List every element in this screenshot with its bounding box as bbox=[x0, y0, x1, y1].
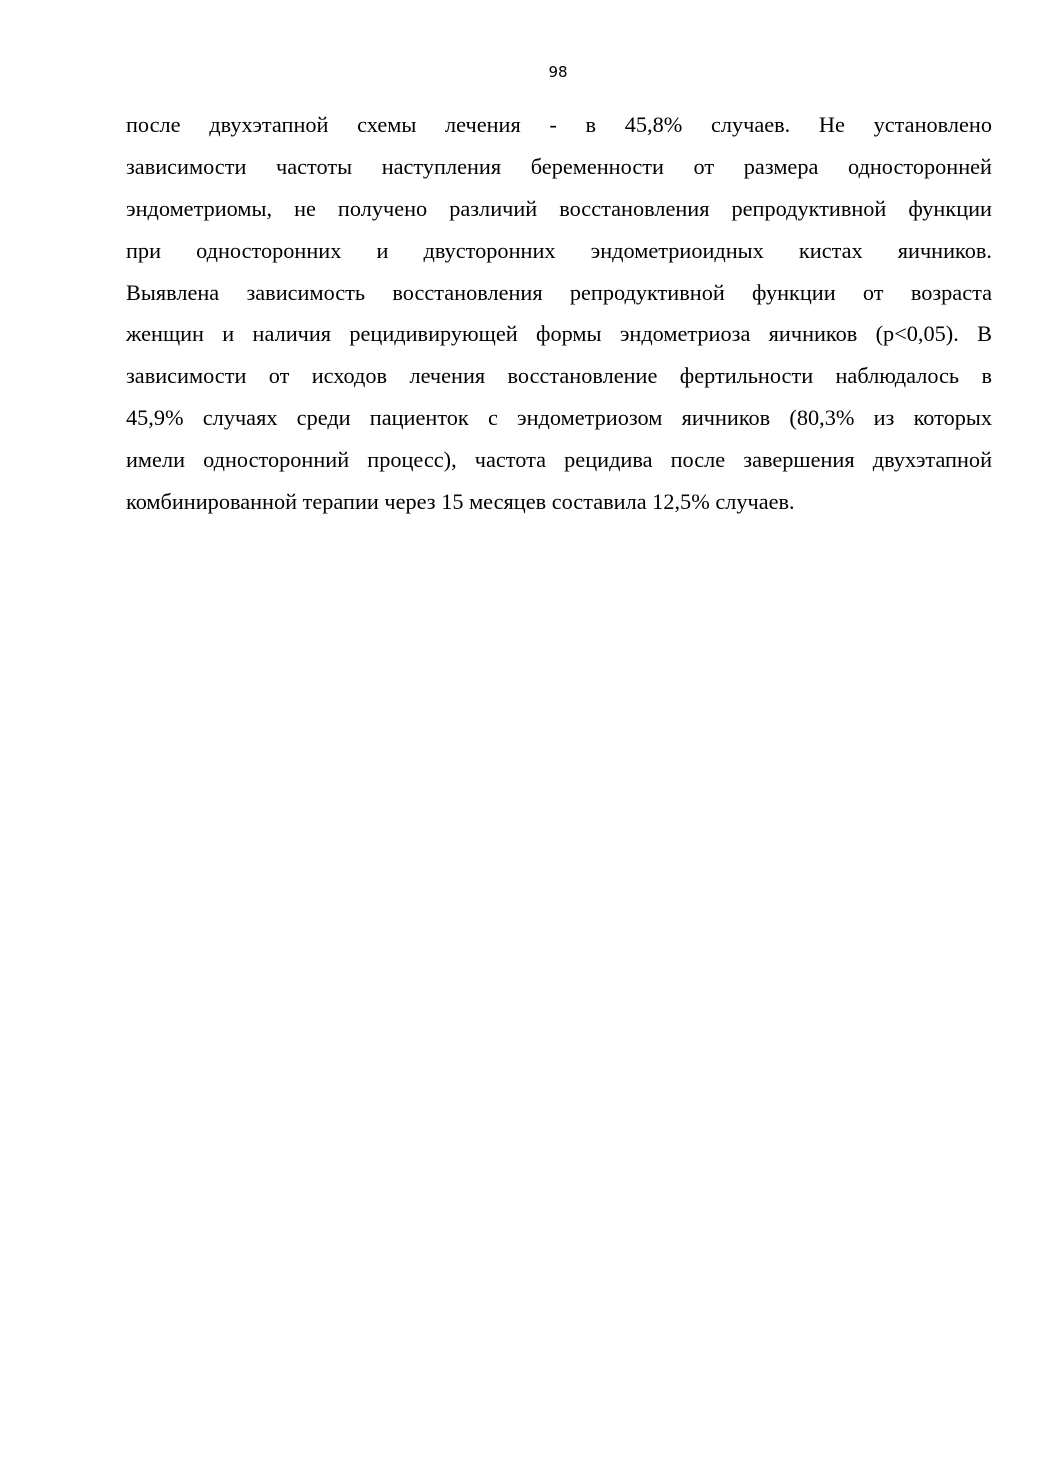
text-line: женщин и наличия рецидивирующей формы эндометриоза яичников (p<0,05). В bbox=[126, 321, 992, 347]
text-line: имели односторонний процесс), частота рецидива после завершения двухэтапной bbox=[126, 447, 992, 473]
text-line: 45,9% случаях среди пациенток с эндометриозом яичников (80,3% из которых bbox=[126, 405, 992, 431]
page-number: 98 bbox=[548, 63, 568, 81]
text-line: комбинированной терапии через 15 месяцев составила 12,5% случаев. bbox=[126, 489, 795, 515]
body-paragraph bbox=[126, 104, 992, 523]
text-line: после двухэтапной схемы лечения - в 45,8% случаев. Не установлено bbox=[126, 112, 992, 137]
text-line: Выявлена зависимость восстановления репродуктивной функции от возраста bbox=[126, 279, 992, 305]
text-line: эндометриомы, не получено различий восстановления репродуктивной функции bbox=[126, 195, 992, 221]
text-line: зависимости от исходов лечения восстановление фертильности наблюдалось в bbox=[126, 363, 992, 389]
text-line: при односторонних и двусторонних эндометриоидных кистах яичников. bbox=[126, 237, 992, 263]
text-line: зависимости частоты наступления беременности от размера односторонней bbox=[126, 153, 992, 179]
